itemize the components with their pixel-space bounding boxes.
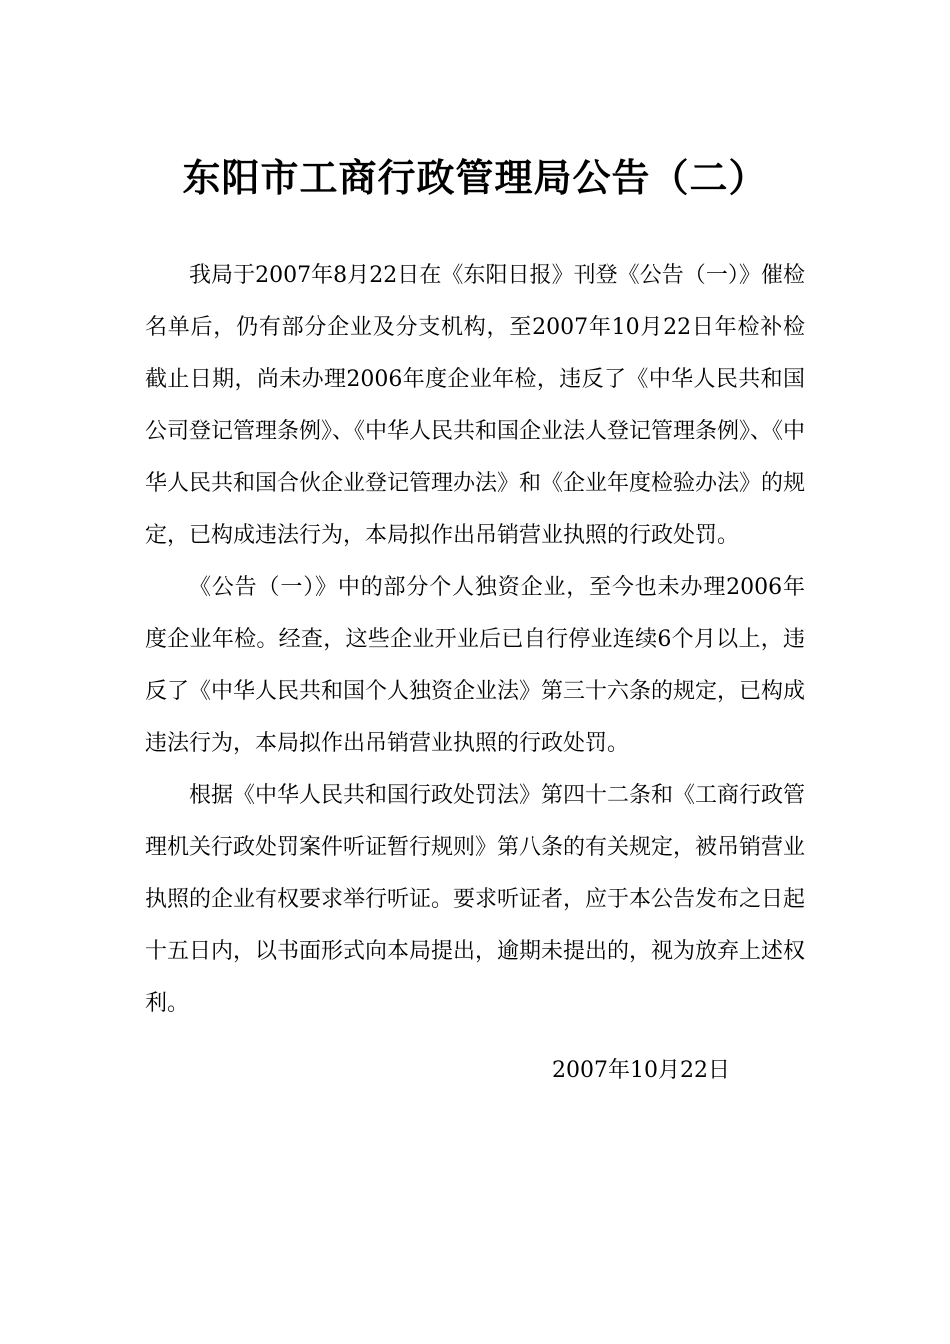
document-body — [145, 250, 805, 1030]
paragraph-3: 根据《中华人民共和国行政处罚法》第四十二条和《工商行政管理机关行政处罚案件听证暂行规则》第八条的有关规定，被吊销营业执照的企业有权要求举行听证。要求听证者，应于本公告发布之日起十五日内，以书面形式向本局提出，逾期未提出的，视为放弃上述权利。 — [145, 783, 806, 1016]
document-title: 东阳市工商行政管理局公告（二） — [182, 155, 768, 200]
document-date: 2007年10月22日 — [552, 1058, 730, 1083]
paragraph-1: 我局于2007年8月22日在《东阳日报》刊登《公告（一）》催检名单后，仍有部分企业及分支机构，至2007年10月22日年检补检截止日期，尚未办理2006年度企业年检，违反了《中华人民共和国公司登记管理条例》、《中华人民共和国企业法人登记管理条例》、《中华人民共和国合伙企业登记管理办法》和《企业年度检验办法》的规定，已构成违法行为，本局拟作出吊销营业执照的行政处罚。 — [145, 263, 806, 548]
paragraph-2: 《公告（一）》中的部分个人独资企业，至今也未办理2006年度企业年检。经查，这些企业开业后已自行停业连续6个月以上，违反了《中华人民共和国个人独资企业法》第三十六条的规定，已构成违法行为，本局拟作出吊销营业执照的行政处罚。 — [145, 575, 806, 756]
